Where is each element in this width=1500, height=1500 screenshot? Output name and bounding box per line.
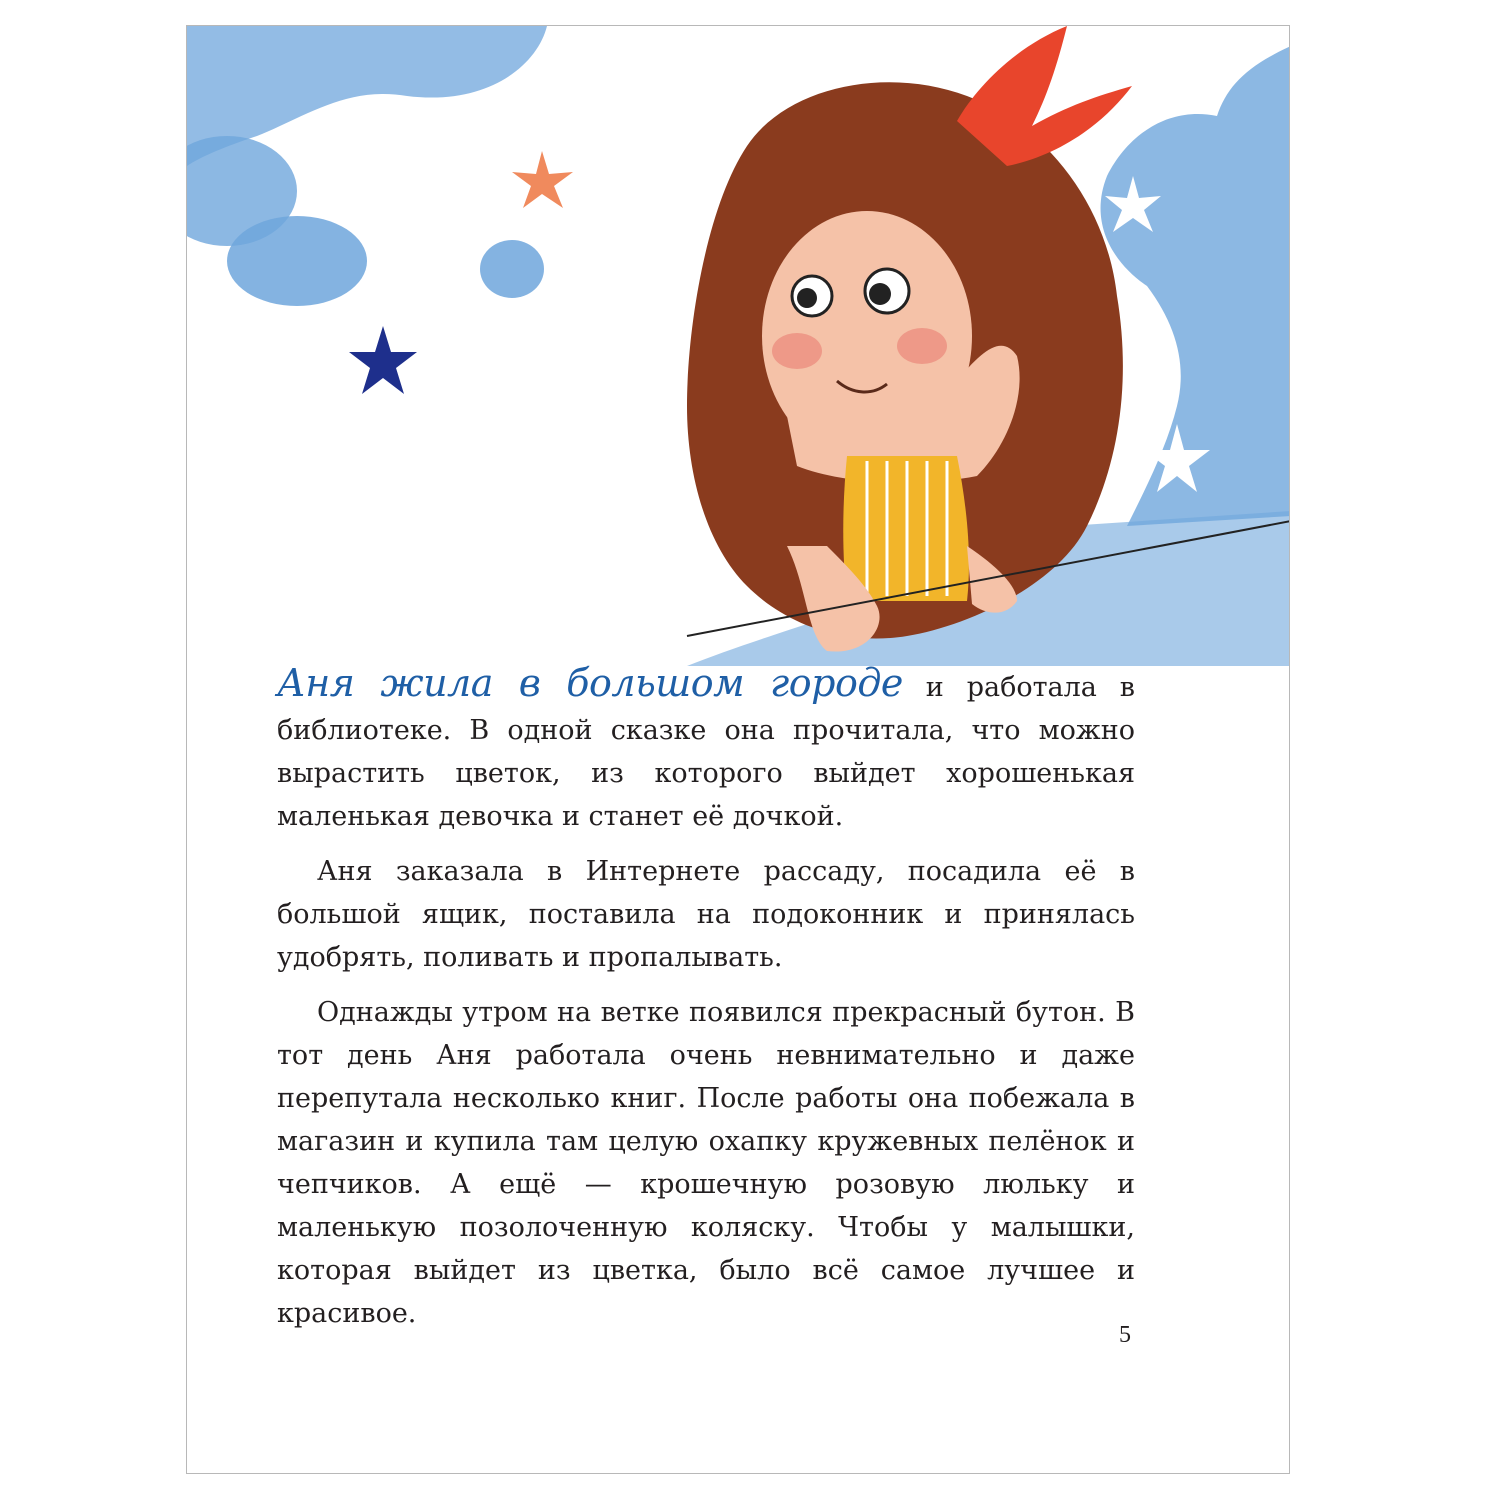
page-number: 5 bbox=[1119, 1322, 1131, 1348]
orange-star bbox=[512, 151, 573, 208]
right-cheek bbox=[897, 328, 947, 364]
paragraph-1-text: и работала в библиотеке. В одной сказке она прочитала, что можно вырастить цветок, из которого выйдет хорошенькая маленькая девочка и станет её дочкой. bbox=[277, 672, 1135, 832]
book-page bbox=[186, 25, 1290, 1474]
story-text bbox=[277, 662, 1135, 1347]
paragraph-3: Однажды утром на ветке появился прекрасный бутон. В тот день Аня работала очень невнимательно и даже перепутала несколько книг. После работы она побежала в магазин и купила там целую охапку кружевных пелёнок и чепчиков. А ещё — крошечную розовую люльку и маленькую позолоченную коляску. Чтобы у малышки, которая выйдет из цветка, было всё самое лучшее и красивое. bbox=[277, 997, 1135, 1329]
navy-star bbox=[349, 326, 417, 394]
paragraph-2: Аня заказала в Интернете рассаду, посадила её в большой ящик, поставила на подоконник и принялась удобрять, поливать и пропалывать. bbox=[277, 856, 1135, 973]
illustration-girl-dreaming bbox=[187, 26, 1290, 666]
lead-phrase: Аня жила в большом городе bbox=[277, 661, 903, 705]
paragraph-1 bbox=[277, 662, 1135, 838]
left-cheek bbox=[772, 333, 822, 369]
